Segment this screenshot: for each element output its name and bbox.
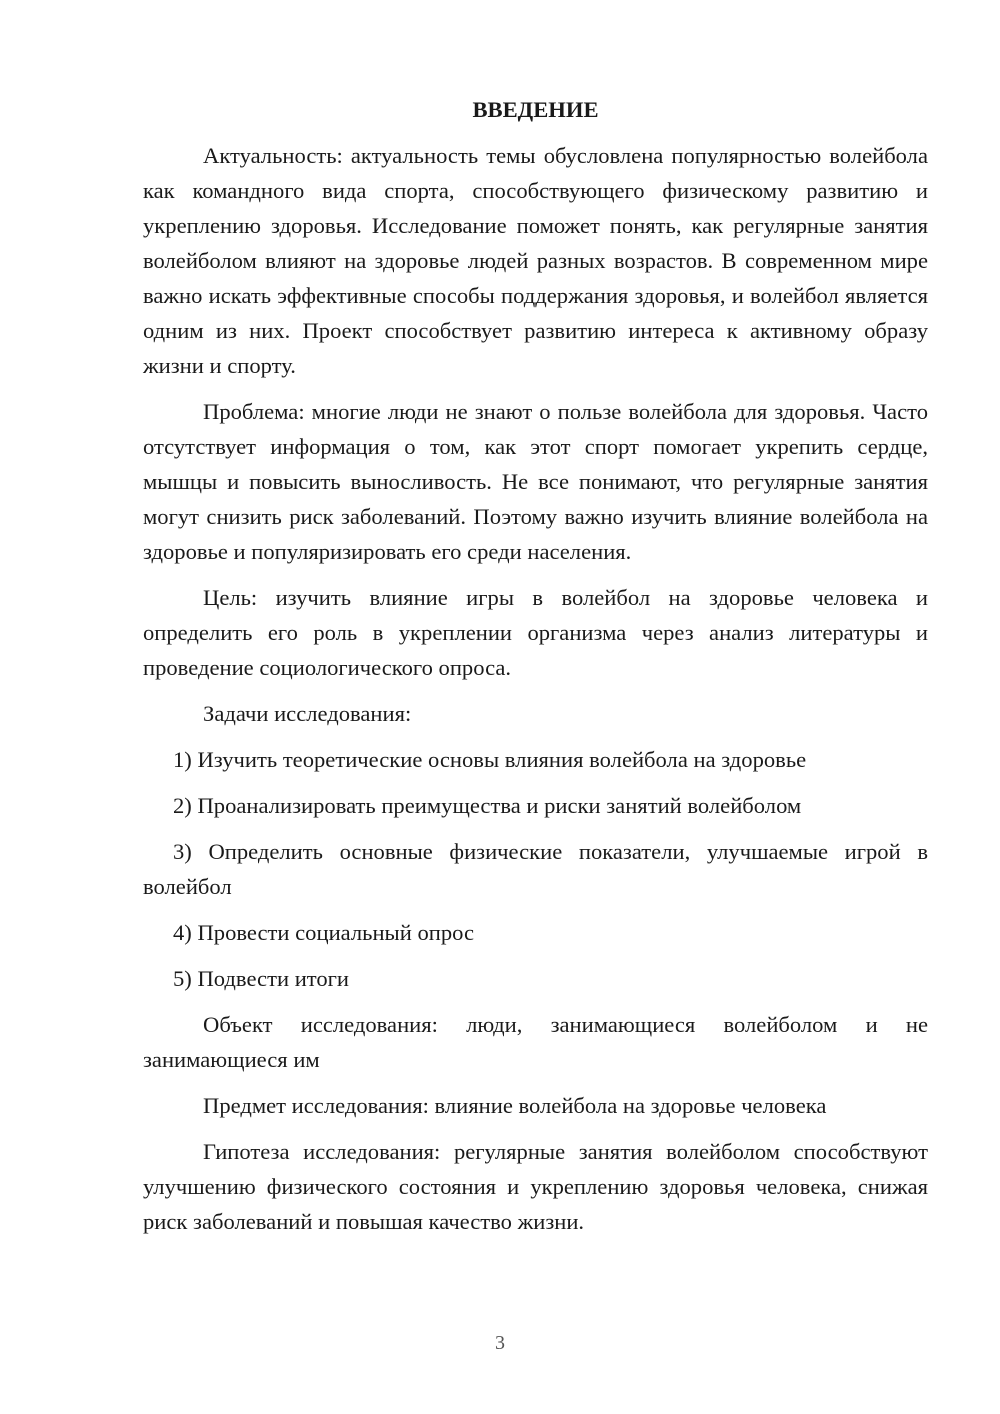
paragraph-tasks-heading: Задачи исследования: (203, 701, 412, 726)
task-item-5: 5) Подвести итоги (173, 966, 350, 991)
paragraph-hypothesis: Гипотеза исследования: регулярные занятия волейболом способствуют улучшению физического состояния и укреплению здоровья человека, снижая риск заболеваний и повышая качество жизни. (143, 1139, 928, 1234)
paragraph-relevance: Актуальность: актуальность темы обусловлена популярностью волейбола как командного вида спорта, способствующего физическому развитию и укреплению здоровья. Исследование поможет понять, как регулярные занятия волейболом влияют на здоровье людей разных возрастов. В современном мире важно искать эффективные способы поддержания здоровья, и волейбол является одним из них. Проект способствует развитию интереса к активному образу жизни и спорту. (143, 143, 928, 378)
task-item-4: 4) Провести социальный опрос (173, 920, 475, 945)
page-number: 3 (495, 1332, 505, 1354)
paragraph-problem: Проблема: многие люди не знают о пользе волейбола для здоровья. Часто отсутствует информация о том, как этот спорт помогает укрепить сердце, мышцы и повысить выносливость. Не все понимают, что регулярные занятия могут снизить риск заболеваний. Поэтому важно изучить влияние волейбола на здоровье и популяризировать его среди населения. (143, 399, 928, 564)
paragraph-goal: Цель: изучить влияние игры в волейбол на здоровье человека и определить его роль в укреплении организма через анализ литературы и проведение социологического опроса. (143, 585, 928, 680)
task-item-3: 3) Определить основные физические показатели, улучшаемые игрой в волейбол (143, 839, 928, 899)
section-title: ВВЕДЕНИЕ (472, 97, 599, 122)
task-item-1: 1) Изучить теоретические основы влияния волейбола на здоровье (173, 747, 807, 772)
paragraph-subject: Предмет исследования: влияние волейбола на здоровье человека (203, 1093, 827, 1118)
paragraph-object: Объект исследования: люди, занимающиеся волейболом и не занимающиеся им (143, 1012, 928, 1072)
document-page (143, 90, 928, 1250)
task-item-2: 2) Проанализировать преимущества и риски занятий волейболом (173, 793, 802, 818)
